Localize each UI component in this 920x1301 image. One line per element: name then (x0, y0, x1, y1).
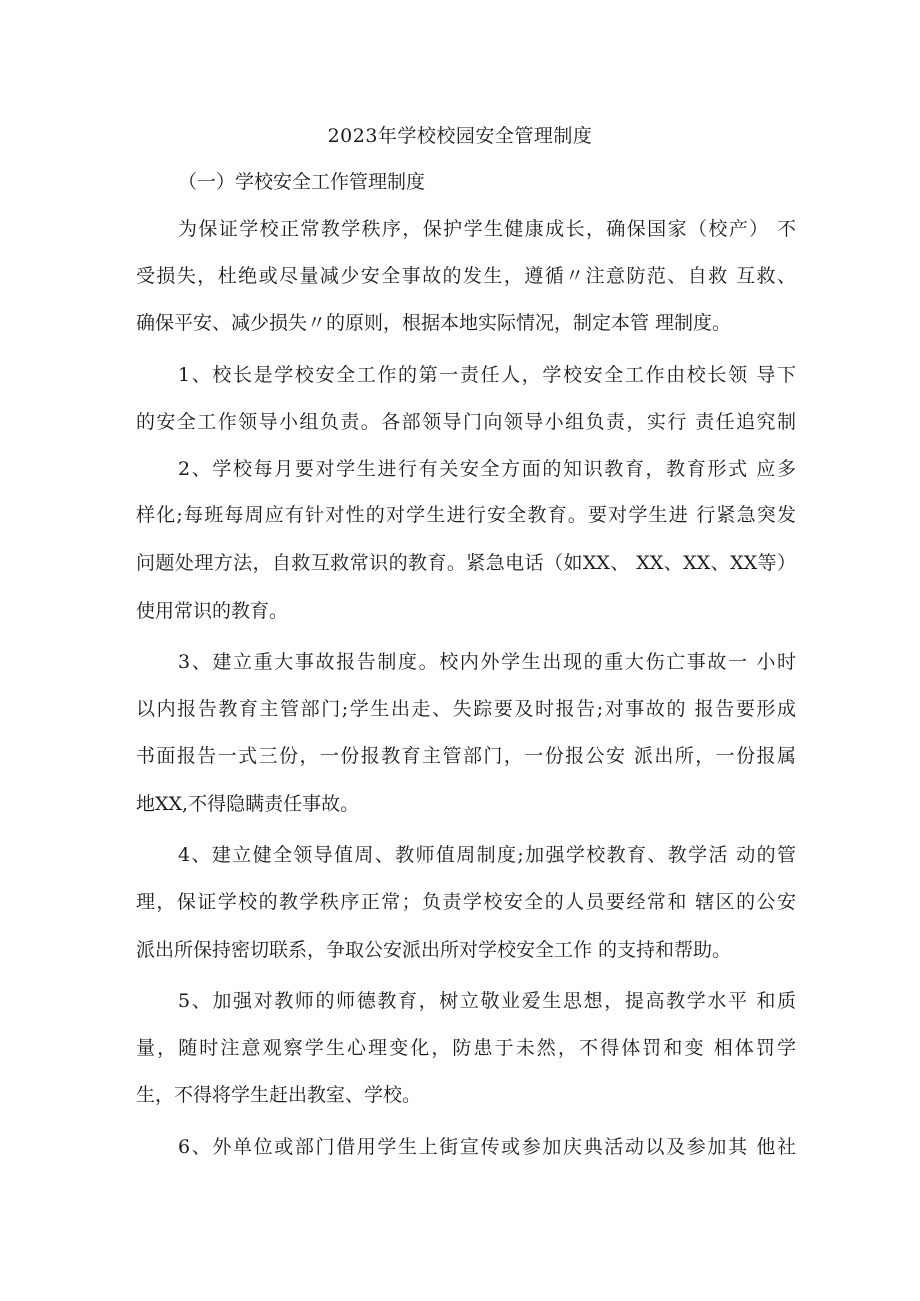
paragraph-line: 书面报告一式三份，一份报教育主管部门，一份报公安 派出所，一份报属 (136, 745, 796, 767)
paragraph-line: 问题处理方法，自救互救常识的教育。紧急电话（如XX、 XX、XX、XX等） (136, 552, 796, 574)
paragraph-line: 受损失，杜绝或尽量减少安全事故的发生，遵循〃注意防范、自救 互救、 (136, 265, 796, 287)
paragraph-line: 生，不得将学生赶出教室、学校。 (136, 1084, 422, 1106)
paragraph-line: 确保平安、减少损失〃的原则，根据本地实际情况，制定本管 理制度。 (136, 312, 732, 334)
paragraph-line: 派出所保持密切联系，争取公安派出所对学校安全工作 的支持和帮助。 (136, 939, 732, 961)
paragraph-line: 为保证学校正常教学秩序，保护学生健康成长，确保国家（校产） 不 (178, 218, 796, 240)
paragraph-line: 理，保证学校的教学秩序正常；负责学校安全的人员要经常和 辖区的公安 (136, 891, 796, 913)
paragraph-line: 地XX,不得隐瞒责任事故。 (136, 793, 360, 815)
paragraph-line: 2、学校每月要对学生进行有关安全方面的知识教育，教育形式 应多 (178, 458, 796, 480)
section-heading: （一）学校安全工作管理制度 (178, 171, 426, 193)
paragraph-line: 量，随时注意观察学生心理变化，防患于未然，不得体罚和变 相体罚学 (136, 1037, 796, 1059)
paragraph-line: 样化;每班每周应有针对性的对学生进行安全教育。要对学生进 行紧急突发 (136, 504, 796, 526)
paragraph-line: 5、加强对教师的师德教育，树立敬业爱生思想，提高教学水平 和质 (178, 990, 796, 1012)
paragraph-line: 的安全工作领导小组负责。各部领导门向领导小组负责，实行 责任追究制 (136, 411, 796, 433)
paragraph-line: 使用常识的教育。 (136, 600, 289, 622)
paragraph-line: 1、校长是学校安全工作的第一责任人，学校安全工作由校长领 导下 (178, 364, 796, 386)
paragraph-line: 以内报告教育主管部门;学生出走、失踪要及时报告;对事故的 报告要形成 (136, 698, 796, 720)
paragraph-line: 4、建立健全领导值周、教师值周制度;加强学校教育、教学活 动的管 (178, 844, 796, 866)
paragraph-line: 3、建立重大事故报告制度。校内外学生出现的重大伤亡事故一 小时 (178, 651, 796, 673)
paragraph-line: 6、外单位或部门借用学生上街宣传或参加庆典活动以及参加其 他社 (178, 1136, 796, 1158)
document-title: 2023年学校校园安全管理制度 (327, 125, 593, 147)
